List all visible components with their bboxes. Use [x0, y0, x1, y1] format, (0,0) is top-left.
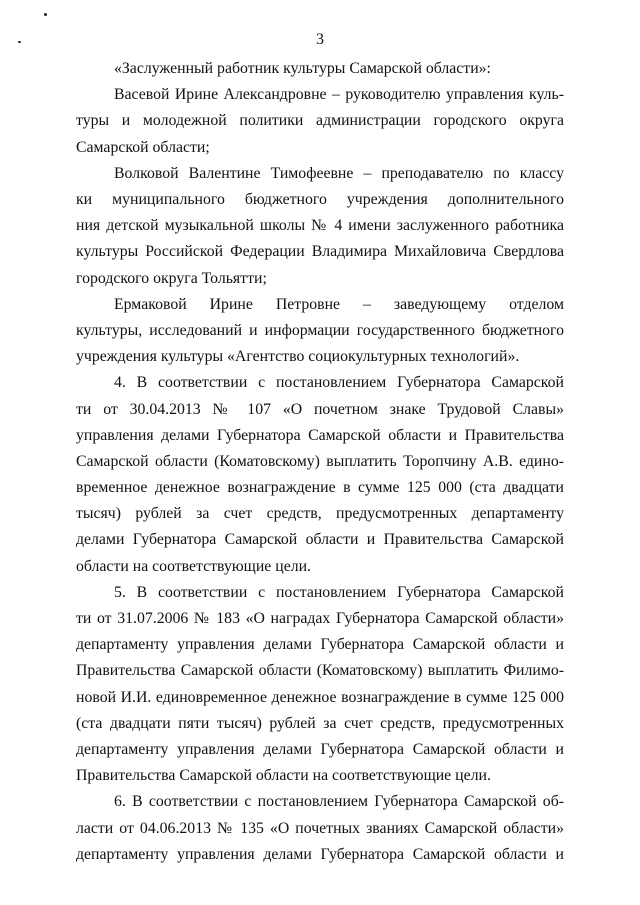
text-line: учреждения культуры «Агентство социокультурных технологий».	[76, 348, 520, 366]
text-line: департаменту управления делами Губернатора Самарской области и	[76, 636, 564, 654]
text-line: ти от 30.04.2013 № 107 «О почетном знаке Трудовой Славы»	[76, 400, 564, 418]
text-line: ти от 31.07.2006 № 183 «О наградах Губернатора Самарской области»	[76, 610, 564, 628]
text-line: культуры Российской Федерации Владимира Михайловича Свердлова	[76, 243, 564, 261]
text-line: «Заслуженный работник культуры Самарской области»:	[114, 60, 491, 77]
text-line: Ермаковой Ирине Петровне – заведующему отделом	[114, 295, 564, 313]
body-text	[76, 56, 564, 868]
text-line: новой И.И. единовременное денежное вознаграждение в сумме 125 000	[76, 688, 564, 706]
scan-speck	[44, 13, 47, 16]
text-line: временное денежное вознаграждение в сумме 125 000 (ста двадцати	[76, 479, 564, 497]
text-line: департаменту управления делами Губернатора Самарской области и	[76, 845, 564, 863]
page-number: 3	[316, 31, 324, 48]
text-line: Правительства Самарской области (Коматовскому) выплатить Филимо-	[76, 662, 564, 680]
text-line: 6. В соответствии с постановлением Губернатора Самарской об-	[114, 793, 564, 811]
text-line: туры и молодежной политики администрации городского округа	[76, 112, 564, 130]
document-body	[76, 56, 564, 868]
text-line: 5. В соответствии с постановлением Губернатора Самарской	[114, 583, 564, 601]
text-line: Самарской области (Коматовскому) выплатить Торопчину А.В. едино-	[76, 452, 564, 470]
text-line: ласти от 04.06.2013 № 135 «О почетных званиях Самарской области»	[76, 819, 564, 837]
text-line: Волковой Валентине Тимофеевне – преподавателю по классу	[114, 164, 564, 182]
text-line: департаменту управления делами Губернатора Самарской области и	[76, 740, 564, 758]
text-line: 4. В соответствии с постановлением Губернатора Самарской	[114, 374, 564, 392]
text-line: (ста двадцати пяти тысяч) рублей за счет средств, предусмотренных	[76, 714, 564, 732]
text-line: Правительства Самарской области на соответствующие цели.	[76, 767, 491, 785]
text-line: тысяч) рублей за счет средств, предусмотренных департаменту	[76, 505, 564, 523]
text-line: ки муниципального бюджетного учреждения дополнительного	[76, 190, 564, 208]
text-line: делами Губернатора Самарской области и Правительства Самарской	[76, 531, 564, 549]
text-line: управления делами Губернатора Самарской области и Правительства	[76, 426, 564, 444]
text-line: культуры, исследований и информации государственного бюджетного	[76, 321, 564, 339]
text-line: ния детской музыкальной школы № 4 имени заслуженного работника	[76, 217, 564, 235]
text-line: Васевой Ирине Александровне – руководителю управления куль-	[114, 86, 564, 104]
text-line: городского округа Тольятти;	[76, 269, 267, 287]
text-line: Самарской области;	[76, 138, 210, 156]
text-line: области на соответствующие цели.	[76, 557, 312, 575]
